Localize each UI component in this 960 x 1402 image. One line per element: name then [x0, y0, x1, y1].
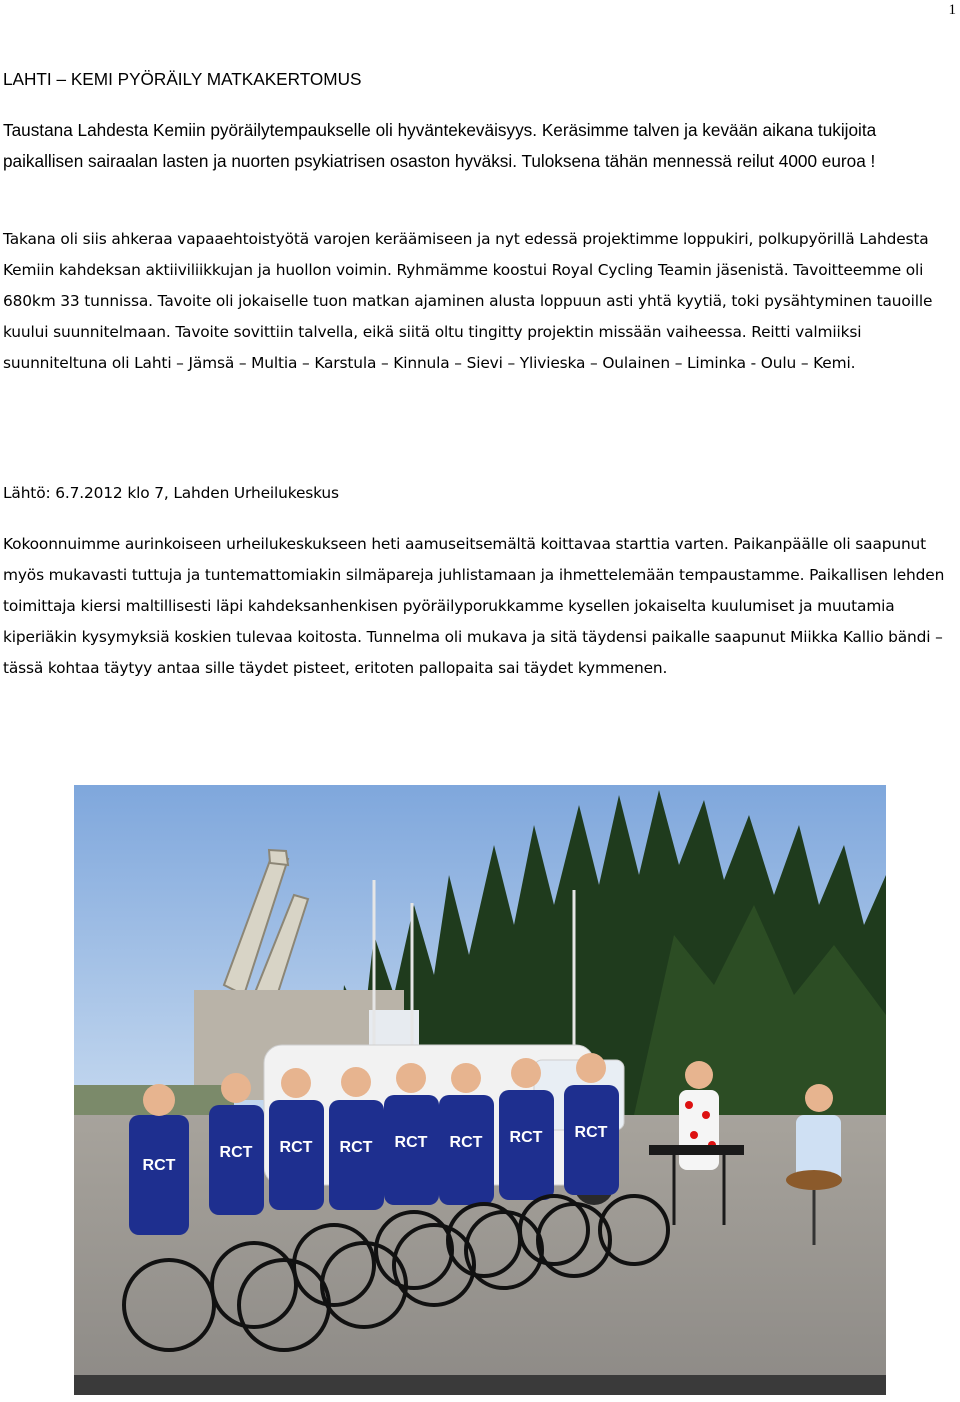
svg-text:RCT: RCT: [449, 1134, 483, 1151]
paragraph-goal: Takana oli siis ahkeraa vapaaehtoistyötä varojen keräämiseen ja nyt edessä projektimme loppukiri, polkupyörillä Lahdesta Kemiin kahdeksan aktiiviliikkujan ja huollon voimin. Ryhmämme koostui Royal Cycling Teamin jäsenistä. Tavoitteemme oli 680km 33 tunnissa. Tavoite oli jokaiselle tuon matkan ajaminen alusta loppuun asti yhtä kyytiä, toki pysähtyminen tauoille kuului suunnitelmaan. Tavoite sovittiin talvella, eikä siitä oltu tingitty projektin missään vaiheessa. Reitti valmiiksi suunniteltuna oli Lahti – Jämsä – Multia – Karstula – Kinnula – Sievi – Ylivieska – Oulainen – Liminka - Oulu – Kemi.: [3, 230, 933, 372]
document-title: LAHTI – KEMI PYÖRÄILY MATKAKERTOMUS: [3, 69, 362, 89]
jersey-label: RCT: [142, 1157, 176, 1174]
start-line: Lähtö: 6.7.2012 klo 7, Lahden Urheilukeskus: [3, 484, 339, 502]
svg-text:RCT: RCT: [394, 1134, 428, 1151]
svg-text:RCT: RCT: [339, 1139, 373, 1156]
svg-text:RCT: RCT: [574, 1124, 608, 1141]
photo-car-hood: [74, 1375, 886, 1395]
team-photo: [74, 785, 886, 1395]
svg-text:RCT: RCT: [279, 1139, 313, 1156]
paragraph-background: Taustana Lahdesta Kemiin pyöräilytempaukselle oli hyväntekeväisyys. Keräsimme talven ja kevään aikana tukijoita paikallisen sairaalan lasten ja nuorten psykiatrisen osaston hyväksi. Tuloksena tähän mennessä reilut 4000 euroa !: [3, 120, 877, 171]
svg-text:RCT: RCT: [219, 1144, 253, 1161]
paragraph-start-morning: Kokoonnuimme aurinkoiseen urheilukeskukseen heti aamuseitsemältä koittavaa starttia varten. Paikanpäälle oli saapunut myös mukavasti tuttuja ja tuntemattomiakin silmäpareja juhlistamaan ja ihmettelemään tempaustamme. Paikallisen lehden toimittaja kiersi maltillisesti läpi kahdeksanhenkisen pyöräilyporukkamme kysellen jokaiselta kuulumiset ja muutamia kiperiäkin kysymyksiä koskien tulevaa koitosta. Tunnelma oli mukava ja sitä täydensi paikalle saapunut Miikka Kallio bändi – tässä kohtaa täytyy antaa sille täydet pisteet, eritoten pallopaita sai täydet kymmenen.: [3, 535, 945, 677]
page-number: 1: [948, 2, 956, 18]
svg-text:RCT: RCT: [509, 1129, 543, 1146]
